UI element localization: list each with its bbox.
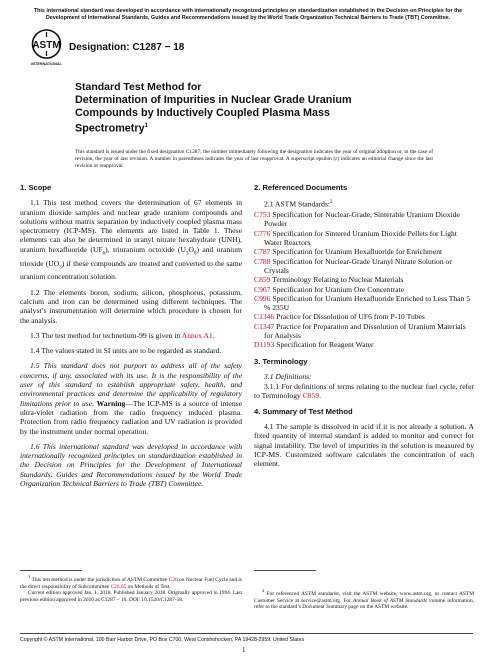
warning-label: Warning	[96, 398, 126, 408]
reference-link[interactable]: C1346	[254, 312, 275, 322]
list-item: C787 Specification for Uranium Hexafluoride for Enrichment	[254, 247, 443, 257]
scope-paragraph-1-2: 1.2 The elements boron, sodium, silicon, phosphorus, potassium, calcium and iron can be determined using different techniques. The analyst’s instrumentation will determine which procedure is chosen for the analysis.	[20, 287, 242, 325]
reference-link[interactable]: D1193	[254, 340, 275, 350]
subcommittee-c26-05-link[interactable]: C26.05	[110, 583, 127, 590]
list-item: C788 Specification for Nuclear-Grade Uranyl Nitrate Solution or Crystals	[254, 256, 452, 275]
logo-text: INTERNATIONAL	[31, 62, 62, 66]
title-footnote-mark[interactable]: 1	[144, 123, 148, 129]
section-heading-referenced-documents: 2. Referenced Documents	[254, 183, 348, 192]
document-title	[75, 81, 405, 136]
section-heading-summary: 4. Summary of Test Method	[254, 406, 353, 416]
scope-paragraph-1-3: 1.3 The test method for technetium-99 is given in Annex A1.	[30, 330, 215, 340]
list-item: C776 Specification for Sintered Uranium Dioxide Pellets for Light Water Reactors	[254, 228, 457, 248]
svg-text:ASTM: ASTM	[32, 40, 61, 51]
designation: Designation: C1287 − 18	[69, 42, 185, 53]
list-item: C753 Specification for Nuclear-Grade, Sinterable Uranium Dioxide Powder	[254, 210, 460, 229]
title-line-2: Determination of Impurities in Nuclear Grade Uranium	[75, 94, 352, 106]
section-heading-terminology: 3. Terminology	[254, 356, 308, 366]
reference-link[interactable]: C788	[254, 256, 271, 266]
right-column	[254, 183, 474, 475]
scope-paragraph-1-1: 1.1 This test method covers the determination of 67 elements in uranium dioxide samples and nuclear grade uranium compounds and solutions without matrix separation by inductively coupled plasma mass spectrometry (ICP-MS). The elements are listed in Table 1. These elements can also be determined in uranyl nitrate hexahydrate (UNH), uranium hexafluoride $(UF_6)$, triuranium octoxide $(U_3O_8)$ and uranium trioxide $(UO_3)$ if these compounds are treated and converted to the same uranium concentration solution.	[20, 198, 243, 282]
astm-logo-icon	[30, 28, 63, 68]
scope-paragraph-1-4: 1.4 The values stated in SI units are to be regarded as standard.	[30, 346, 222, 356]
title-line-1: Standard Test Method for	[75, 81, 202, 93]
page-number: 1	[242, 646, 246, 654]
title-line-4: Spectrometry	[75, 122, 145, 135]
list-item: D1193 Specification for Reagent Water	[254, 340, 374, 350]
footnote-1: $^1$ This test method is under the jurisdiction of ASTM Committee C26 on Nuclear Fuel Cycle and is the direct responsibility of Subcommittee C26.05 on Methods of Test. Current edition approved Jan. 1, 2018. Published January 2018. Originally approved in 1994. Last previous edition approved in 2010 as C1287 – 10. DOI: 10.1520/C1287-18.	[20, 574, 242, 603]
international-standard-notice: This international standard was developed in accordance with internationally recognized principles on standardization established in the Decision on Principles for the Development of International Standards, Guides and Recommendations issued by the World Trade Organization Technical Barriers to Trade (TBT) Committee.	[33, 8, 463, 21]
terminology-paragraph-3-1-1: 3.1.1 For definitions of terms relating to the nuclear fuel cycle, refer to Terminology C859.	[254, 382, 474, 401]
footnote-divider-left	[20, 570, 82, 571]
left-column	[20, 183, 242, 494]
footer-divider	[20, 633, 473, 634]
scope-paragraph-1-6: 1.6 This international standard was developed in accordance with internationally recognized principles on standardization established in the Decision on Principles for the Development of International Standards, Guides and Recommendations issued by the World Trade Organization Technical Barriers to Trade (TBT) Committee.	[20, 441, 242, 489]
reference-link[interactable]: C787	[254, 247, 271, 257]
issuance-statement: This standard is issued under the fixed designation C1287; the number immediately following the designation indicates the year of original adoption or, in the case of revision, the year of last revision. A number in parentheses indicates the year of last reapproval. A superscript epsilon (ε) indicates an editorial change since the last revision or reapproval.	[75, 149, 433, 169]
reference-list	[254, 210, 474, 349]
list-item: C859 Terminology Relating to Nuclear Materials	[254, 275, 404, 285]
committee-c26-link[interactable]: C26	[168, 576, 178, 583]
footnote-2-mark[interactable]: 2	[330, 200, 333, 206]
title-line-3: Compounds by Inductively Coupled Plasma Mass	[75, 107, 330, 119]
c859-link[interactable]: C859	[302, 391, 320, 401]
list-item: C967 Specification for Uranium Ore Concentrate	[254, 284, 404, 294]
annex-a1-link[interactable]: Annex A1	[181, 330, 213, 340]
reference-link[interactable]: C753	[254, 210, 271, 220]
reference-link[interactable]: C776	[254, 228, 271, 238]
astm-standards-intro: 2.1 ASTM Standards:$^2$	[264, 199, 333, 209]
list-item: C1346 Practice for Dissolution of UF6 from P-10 Tubes	[254, 312, 425, 322]
terminology-paragraph-3-1: 3.1 Definitions:	[264, 371, 312, 381]
copyright-footer: Copyright © ASTM International, 100 Barr Harbor Drive, PO Box C700, West Conshohocken, PA 19428-2959. United States	[20, 637, 305, 643]
reference-link[interactable]: C967	[254, 284, 271, 294]
section-heading-scope: 1. Scope	[20, 183, 52, 192]
list-item: C1347 Practice for Preparation and Dissolution of Uranium Materials for Analysis	[254, 321, 466, 340]
scope-paragraph-1-5: 1.5 This standard does not purport to address all of the safety concerns, if any, associated with its use. It is the responsibility of the user of this standard to establish appropriate safety, health, and environmental practices and determine the applicability of regulatory limitations prior to use. Warning—The ICP-MS is a source of intense ultra-violet radiation from the radio frequency induced plasma. Protection from radio frequency radiation and UV radiation is provided by the instrument under normal operation.	[20, 361, 243, 436]
footnote-divider-right	[254, 570, 316, 571]
list-item: C996 Specification for Uranium Hexafluoride Enriched to Less Than 5 % 235U	[254, 293, 471, 313]
reference-link[interactable]: C859	[254, 275, 271, 285]
reference-link[interactable]: C1347	[254, 321, 275, 331]
footnote-2: $^2$ For referenced ASTM standards, visit the ASTM website, www.astm.org, or contact ASTM Customer Service at service@astm.org. For Annual Book of ASTM Standards volume information, refer to the standard’s Document Summary page on the ASTM website.	[254, 588, 474, 611]
summary-paragraph-4-1: 4.1 The sample is dissolved in acid if it is not already a solution. A fixed quantity of internal standard is added to monitor and correct for signal instability. The level of impurities in the solution is measured by ICP-MS. Customized software calculates the concentration of each element.	[254, 422, 474, 469]
reference-link[interactable]: C996	[254, 293, 271, 303]
